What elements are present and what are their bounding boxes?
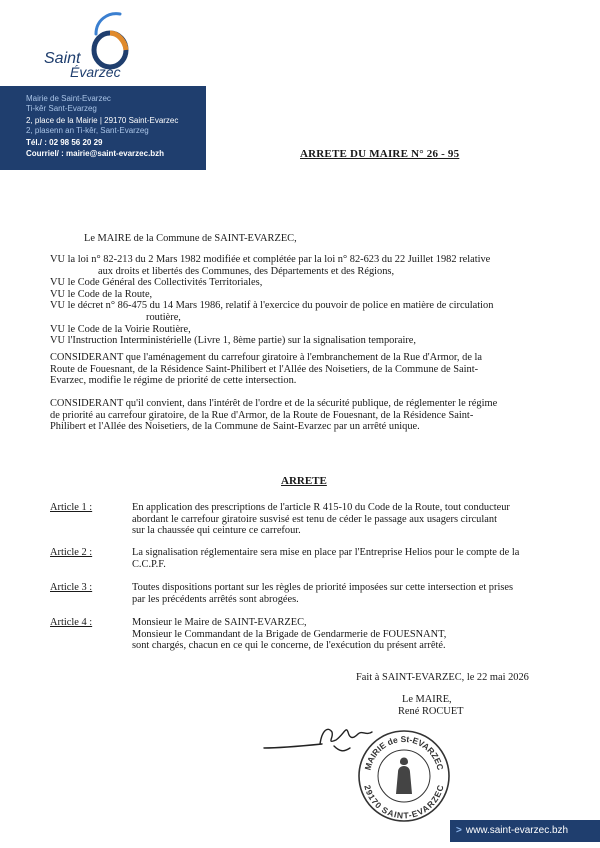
letterhead-address-block — [0, 86, 206, 170]
stamp-top-text: MAIRIE de St-EVARZEC — [362, 733, 446, 772]
mairie-stamp — [356, 728, 452, 824]
considerant-line: Evarzec, modifie le régime de priorité de cette intersection. — [50, 375, 297, 387]
article-4 — [50, 617, 552, 652]
considerant-paragraph — [50, 352, 550, 387]
signatory-title: Le MAIRE, — [402, 694, 452, 705]
done-at-line: Fait à SAINT-EVARZEC, le 22 mai 2026 — [356, 672, 529, 683]
stamp-bottom-text: 29170 SAINT-EVARZEC — [362, 783, 446, 821]
article-line: Monsieur le Maire de SAINT-EVARZEC, — [132, 617, 307, 628]
article-body — [132, 582, 552, 605]
arrete-heading: ARRETE — [281, 475, 327, 487]
considerant-paragraph — [50, 398, 550, 433]
article-line: sur la chaussée qui ceinture ce carrefour. — [132, 525, 301, 537]
vu-line: VU le Code de la Voirie Routière, — [50, 323, 191, 335]
vu-line: aux droits et libertés des Communes, des Départements et des Régions, — [98, 265, 395, 277]
article-3 — [50, 582, 552, 605]
considerant-line: Route de Fouesnant, de la Résidence Saint-Philibert et l'Allée des Noisetiers, de la Commune de Saint- — [50, 363, 479, 375]
article-line: La signalisation réglementaire sera mise en place par l'Entreprise Helios pour le compte de la — [132, 547, 520, 558]
considerant-line: CONSIDERANT que l'aménagement du carrefour giratoire à l'embranchement de la Rue d'Armor, de la — [50, 352, 483, 363]
considerant-line: Philibert et l'Allée des Noisetiers, de la Commune de Saint-Evarzec par un arrêté unique. — [50, 421, 420, 433]
logo-text-evarzec: Évarzec — [70, 64, 121, 80]
decree-title: ARRETE DU MAIRE N° 26 - 95 — [300, 148, 460, 160]
article-body — [132, 547, 552, 570]
footer-website-url[interactable]: www.saint-evarzec.bzh — [465, 825, 569, 836]
letterhead-phone: Tél./ : 02 98 56 20 29 — [26, 138, 103, 147]
letterhead-line: Mairie de Saint-Evarzec — [26, 94, 111, 103]
logo-text-saint: Saint — [44, 50, 81, 67]
article-label: Article 3 : — [50, 582, 93, 593]
article-line: Monsieur le Commandant de la Brigade de Gendarmerie de FOUESNANT, — [132, 628, 447, 640]
article-label: Article 2 : — [50, 547, 93, 558]
vu-line: VU le décret n° 86-475 du 14 Mars 1986, relatif à l'exercice du pouvoir de police en matière de circulation — [50, 300, 494, 312]
article-line: sont chargés, chacun en ce qui le concerne, de l'exécution du présent arrêté. — [132, 640, 446, 652]
considerant-line: CONSIDERANT qu'il convient, dans l'intérêt de l'ordre et de la sécurité publique, de réglementer le régime — [50, 398, 498, 409]
signatory-name: René ROCUET — [398, 706, 464, 717]
saint-evarzec-logo-swoosh — [86, 10, 130, 72]
article-label: Article 4 : — [50, 617, 93, 628]
vu-line: routière, — [146, 311, 181, 323]
article-body — [132, 502, 552, 537]
vu-line: VU le Code de la Route, — [50, 288, 153, 300]
letterhead-line: 2, place de la Mairie | 29170 Saint-Evarzec — [26, 116, 179, 125]
article-2 — [50, 547, 552, 570]
letterhead-line: Ti-kêr Sant-Evarzeg — [26, 104, 97, 113]
article-line: En application des prescriptions de l'article R 415-10 du Code de la Route, tout conducteur — [132, 502, 510, 513]
vu-line: VU l'Instruction Interministérielle (Livre 1, 8ème partie) sur la signalisation temporaire, — [50, 335, 417, 347]
article-line: Toutes dispositions portant sur les règles de priorité imposées sur cette intersection et prises — [132, 582, 514, 593]
article-line: abordant le carrefour giratoire susvisé est tenu de céder le passage aux usagers circulant — [132, 513, 497, 525]
article-line: par les précédents arrêtés sont abrogées. — [132, 593, 299, 605]
vu-line: VU le Code Général des Collectivités Territoriales, — [50, 277, 263, 289]
svg-text:MAIRIE de St-EVARZEC — [363, 734, 446, 771]
intro-line: Le MAIRE de la Commune de SAINT-EVARZEC, — [84, 233, 297, 244]
article-label: Article 1 : — [50, 502, 93, 513]
letterhead-line: 2, plasenn an Ti-kêr, Sant-Evarzeg — [26, 126, 149, 135]
article-line: C.C.P.F. — [132, 558, 166, 570]
article-body — [132, 617, 552, 652]
chevron-right-icon: > — [456, 825, 462, 836]
considerant-line: de priorité au carrefour giratoire, de la Rue d'Armor, de la Route de Fouesnant, de la Résidence Saint- — [50, 409, 474, 421]
vu-block — [50, 254, 550, 347]
article-1 — [50, 502, 552, 537]
vu-line: VU la loi n° 82-213 du 2 Mars 1982 modifiée et complétée par la loi n° 82-623 du 22 Juillet 1982 relative — [50, 254, 491, 265]
letterhead-email: Courriel/ : mairie@saint-evarzec.bzh — [26, 149, 165, 158]
footer-website-bar — [450, 820, 600, 842]
